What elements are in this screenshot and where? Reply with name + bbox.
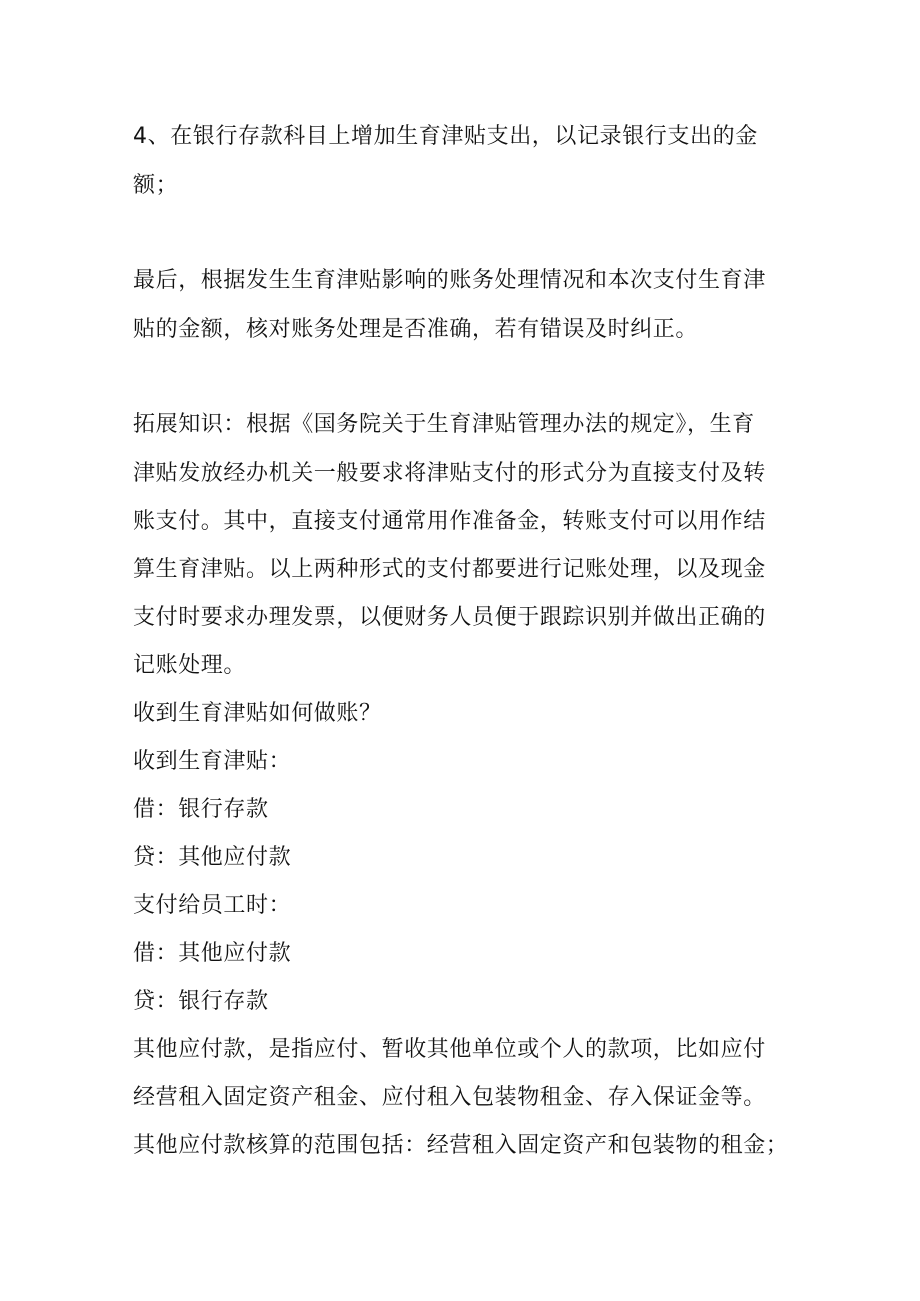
text-line-finally: 最后，根据发生生育津贴影响的账务处理情况和本次支付生育津 xyxy=(133,268,766,293)
entry-heading-receive: 收到生育津贴： xyxy=(133,749,292,774)
text-line-finally-cont: 贴的金额，核对账务处理是否准确，若有错误及时纠正。 xyxy=(133,317,699,342)
entry-debit-payable: 借：其他应付款 xyxy=(133,941,292,966)
entry-credit-bank: 贷：银行存款 xyxy=(133,989,269,1014)
text-line-extended-5: 支付时要求办理发票，以便财务人员便于跟踪识别并做出正确的 xyxy=(133,605,766,630)
entry-debit-bank: 借：银行存款 xyxy=(133,797,269,822)
text-line-extended-4: 算生育津贴。以上两种形式的支付都要进行记账处理，以及现金 xyxy=(133,557,766,582)
text-line-extended-knowledge: 拓展知识：根据《国务院关于生育津贴管理办法的规定》，生育 xyxy=(133,412,755,437)
text-line-scope: 其他应付款核算的范围包括：经营租入固定资产和包装物的租金； xyxy=(133,1133,789,1158)
text-line-extended-6: 记账处理。 xyxy=(133,653,247,678)
text-line-extended-3: 账支付。其中，直接支付通常用作准备金，转账支付可以用作结 xyxy=(133,509,766,534)
question-heading: 收到生育津贴如何做账？ xyxy=(133,701,382,726)
text-line-item-4-cont: 额； xyxy=(133,173,179,198)
text-line-definition-2: 经营租入固定资产租金、应付租入包装物租金、存入保证金等。 xyxy=(133,1085,766,1110)
entry-credit-payable: 贷：其他应付款 xyxy=(133,845,292,870)
entry-heading-pay: 支付给员工时： xyxy=(133,893,292,918)
text-line-definition-1: 其他应付款，是指应付、暂收其他单位或个人的款项，比如应付 xyxy=(133,1037,766,1062)
text-line-extended-2: 津贴发放经办机关一般要求将津贴支付的形式分为直接支付及转 xyxy=(133,461,766,486)
text-line-item-4: 4、在银行存款科目上增加生育津贴支出，以记录银行支出的金 xyxy=(133,124,758,149)
